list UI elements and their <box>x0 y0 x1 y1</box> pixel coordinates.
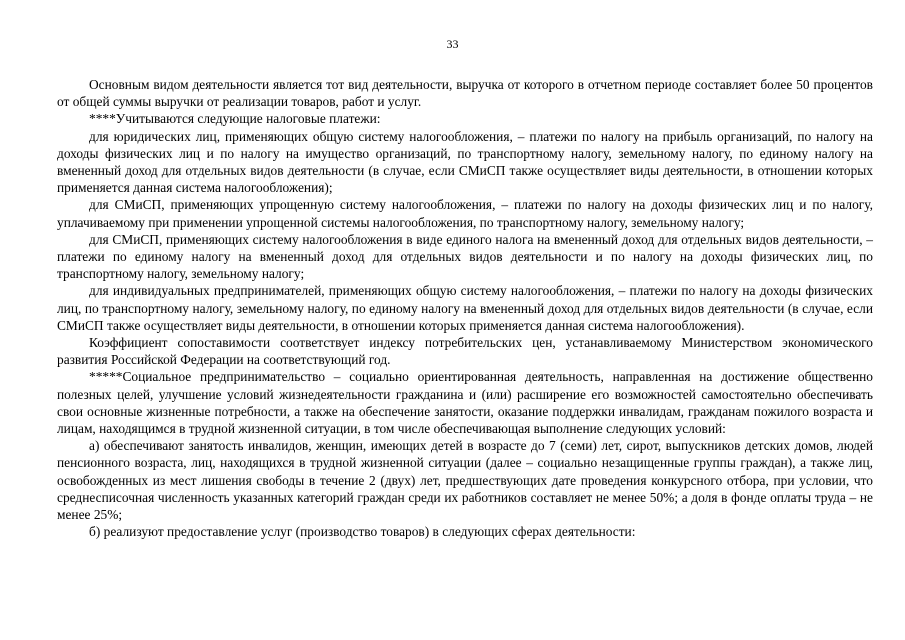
paragraph-legal-entities-general: для юридических лиц, применяющих общую систему налогообложения, – платежи по налогу на прибыль организаций, по налогу на доходы физических лиц и по налогу на имущество организаций, по транспортному налогу, земельному налогу, по единому налогу на вмененный доход для отдельных видов деятельности (в случае, если СМиСП также осуществляет виды деятельности, в отношении которых применяется данная система налогообложения); <box>57 128 873 196</box>
paragraph-simplified-system: для СМиСП, применяющих упрощенную систему налогообложения, – платежи по налогу на доходы физических лиц и по налогу, уплачиваемому при применении упрощенной системы налогообложения, по транспортному налогу, земельному налогу; <box>57 197 873 230</box>
paragraph-condition-a: а) обеспечивают занятость инвалидов, женщин, имеющих детей в возрасте до 7 (семи) лет, сирот, выпускников детских домов, людей пенсионного возраста, лиц, находящихся в трудной жизненной ситуации (далее – социально незащищенные группы граждан), а также лиц, освобожденных из мест лишения свободы в течение 2 (двух) лет, предшествующих дате проведения конкурсного отбора, при условии, что среднесписочная численность указанных категорий граждан среди их работников составляет не менее 50%; а доля в фонде оплаты труда – не менее 25%; <box>57 438 873 523</box>
document-body <box>57 76 873 540</box>
page-number: 33 <box>446 37 459 51</box>
paragraph-main-activity: Основным видом деятельности является тот вид деятельности, выручка от которого в отчетном периоде составляет более 50 процентов от общей суммы выручки от реализации товаров, работ и услуг. <box>57 77 873 110</box>
paragraph-condition-b: б) реализуют предоставление услуг (производство товаров) в следующих сферах деятельности: <box>89 524 636 540</box>
paragraph-comparability-coefficient: Коэффициент сопоставимости соответствует индексу потребительских цен, устанавливаемому Министерством экономического развития Российской Федерации на соответствующий год. <box>57 335 873 368</box>
paragraph-tax-payments-intro: ****Учитываются следующие налоговые платежи: <box>89 111 381 127</box>
paragraph-individual-entrepreneurs: для индивидуальных предпринимателей, применяющих общую систему налогообложения, – платежи по налогу на доходы физических лиц, по транспортному налогу, земельному налогу, по единому налогу на вмененный доход для отдельных видов деятельности (в случае, если СМиСП также осуществляет виды деятельности, в отношении которых применяется данная система налогообложения). <box>57 283 873 333</box>
paragraph-imputed-income: для СМиСП, применяющих систему налогообложения в виде единого налога на вмененный доход для отдельных видов деятельности, – платежи по единому налогу на вмененный доход для отдельных видов деятельности и по налогу на доходы физических лиц, по транспортному налогу, земельному налогу; <box>57 231 873 282</box>
paragraph-social-entrepreneurship: *****Социальное предпринимательство – социально ориентированная деятельность, направленная на достижение общественно полезных целей, улучшение условий жизнедеятельности гражданина и (или) расширение его возможностей самостоятельно обеспечивать свои основные жизненные потребности, а также на обеспечение занятости, оказание поддержки инвалидам, гражданам пожилого возраста и лицам, находящимся в трудной жизненной ситуации, в том числе обеспечивающая выполнение следующих условий: <box>57 369 873 437</box>
